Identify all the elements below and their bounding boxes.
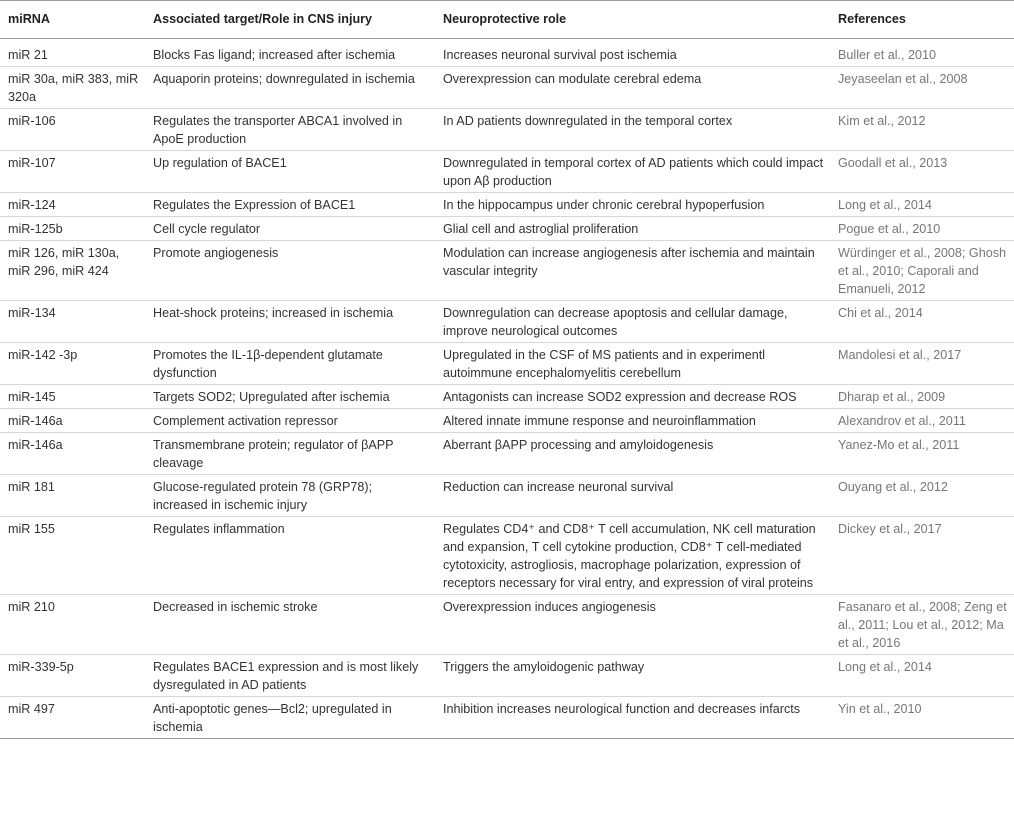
table-row (0, 343, 1014, 385)
cell-neuroprotective-role: Regulates CD4⁺ and CD8⁺ T cell accumulation, NK cell maturation and expansion, T cell cytokine production, CD8⁺ T cell-mediated cytotoxicity, astrogliosis, macrophage polarization, expression of receptors necessary for viral entry, and expression of viral proteins (431, 517, 830, 595)
header-neuroprotective-role: Neuroprotective role (431, 1, 830, 39)
cell-target-role: Aquaporin proteins; downregulated in ischemia (145, 67, 431, 109)
cell-mirna: miR 181 (0, 475, 145, 517)
cell-neuroprotective-role: Altered innate immune response and neuroinflammation (431, 409, 830, 433)
header-target-role: Associated target/Role in CNS injury (145, 1, 431, 39)
cell-neuroprotective-role: Increases neuronal survival post ischemia (431, 39, 830, 67)
cell-neuroprotective-role: Upregulated in the CSF of MS patients and in experimentl autoimmune encephalomyelitis cerebellum (431, 343, 830, 385)
cell-reference: Yin et al., 2010 (830, 697, 1014, 739)
cell-neuroprotective-role: Modulation can increase angiogenesis after ischemia and maintain vascular integrity (431, 241, 830, 301)
cell-target-role: Anti-apoptotic genes—Bcl2; upregulated in ischemia (145, 697, 431, 739)
cell-target-role: Up regulation of BACE1 (145, 151, 431, 193)
cell-reference: Dickey et al., 2017 (830, 517, 1014, 595)
table-row (0, 697, 1014, 739)
table-header (0, 1, 1014, 39)
cell-reference: Chi et al., 2014 (830, 301, 1014, 343)
cell-mirna: miR-142 -3p (0, 343, 145, 385)
table-row (0, 517, 1014, 595)
cell-reference: Kim et al., 2012 (830, 109, 1014, 151)
cell-mirna: miR-339-5p (0, 655, 145, 697)
cell-target-role: Regulates inflammation (145, 517, 431, 595)
cell-neuroprotective-role: In the hippocampus under chronic cerebral hypoperfusion (431, 193, 830, 217)
cell-reference: Jeyaseelan et al., 2008 (830, 67, 1014, 109)
cell-mirna: miR 155 (0, 517, 145, 595)
cell-mirna: miR-125b (0, 217, 145, 241)
cell-reference: Dharap et al., 2009 (830, 385, 1014, 409)
cell-target-role: Promote angiogenesis (145, 241, 431, 301)
header-row (0, 1, 1014, 39)
cell-reference: Pogue et al., 2010 (830, 217, 1014, 241)
cell-mirna: miR-146a (0, 409, 145, 433)
table-row (0, 475, 1014, 517)
cell-reference: Long et al., 2014 (830, 193, 1014, 217)
cell-target-role: Regulates BACE1 expression and is most likely dysregulated in AD patients (145, 655, 431, 697)
cell-neuroprotective-role: In AD patients downregulated in the temporal cortex (431, 109, 830, 151)
cell-neuroprotective-role: Aberrant βAPP processing and amyloidogenesis (431, 433, 830, 475)
cell-mirna: miR 21 (0, 39, 145, 67)
cell-mirna: miR-106 (0, 109, 145, 151)
table-row (0, 595, 1014, 655)
cell-neuroprotective-role: Reduction can increase neuronal survival (431, 475, 830, 517)
cell-reference: Alexandrov et al., 2011 (830, 409, 1014, 433)
table-row (0, 151, 1014, 193)
cell-mirna: miR-146a (0, 433, 145, 475)
cell-mirna: miR-124 (0, 193, 145, 217)
cell-reference: Yanez-Mo et al., 2011 (830, 433, 1014, 475)
cell-mirna: miR 126, miR 130a, miR 296, miR 424 (0, 241, 145, 301)
cell-target-role: Promotes the IL-1β-dependent glutamate dysfunction (145, 343, 431, 385)
table-row (0, 655, 1014, 697)
table-row (0, 39, 1014, 67)
cell-target-role: Cell cycle regulator (145, 217, 431, 241)
table-body (0, 39, 1014, 739)
cell-target-role: Regulates the Expression of BACE1 (145, 193, 431, 217)
table-row (0, 109, 1014, 151)
cell-neuroprotective-role: Glial cell and astroglial proliferation (431, 217, 830, 241)
cell-reference: Fasanaro et al., 2008; Zeng et al., 2011; Lou et al., 2012; Ma et al., 2016 (830, 595, 1014, 655)
cell-neuroprotective-role: Overexpression can modulate cerebral edema (431, 67, 830, 109)
cell-target-role: Heat-shock proteins; increased in ischemia (145, 301, 431, 343)
cell-target-role: Blocks Fas ligand; increased after ischemia (145, 39, 431, 67)
cell-neuroprotective-role: Inhibition increases neurological function and decreases infarcts (431, 697, 830, 739)
cell-reference: Goodall et al., 2013 (830, 151, 1014, 193)
cell-neuroprotective-role: Downregulation can decrease apoptosis and cellular damage, improve neurological outcomes (431, 301, 830, 343)
cell-reference: Würdinger et al., 2008; Ghosh et al., 2010; Caporali and Emanueli, 2012 (830, 241, 1014, 301)
table-row (0, 385, 1014, 409)
cell-target-role: Decreased in ischemic stroke (145, 595, 431, 655)
table-row (0, 193, 1014, 217)
cell-reference: Long et al., 2014 (830, 655, 1014, 697)
table-row (0, 241, 1014, 301)
cell-mirna: miR-134 (0, 301, 145, 343)
cell-mirna: miR-145 (0, 385, 145, 409)
cell-target-role: Transmembrane protein; regulator of βAPP cleavage (145, 433, 431, 475)
cell-neuroprotective-role: Downregulated in temporal cortex of AD patients which could impact upon Aβ production (431, 151, 830, 193)
header-mirna: miRNA (0, 1, 145, 39)
table-row (0, 409, 1014, 433)
cell-mirna: miR-107 (0, 151, 145, 193)
cell-target-role: Glucose-regulated protein 78 (GRP78); increased in ischemic injury (145, 475, 431, 517)
cell-mirna: miR 497 (0, 697, 145, 739)
cell-reference: Ouyang et al., 2012 (830, 475, 1014, 517)
cell-neuroprotective-role: Antagonists can increase SOD2 expression and decrease ROS (431, 385, 830, 409)
cell-reference: Buller et al., 2010 (830, 39, 1014, 67)
cell-mirna: miR 210 (0, 595, 145, 655)
cell-target-role: Targets SOD2; Upregulated after ischemia (145, 385, 431, 409)
cell-target-role: Regulates the transporter ABCA1 involved in ApoE production (145, 109, 431, 151)
table-row (0, 67, 1014, 109)
table-row (0, 217, 1014, 241)
cell-neuroprotective-role: Overexpression induces angiogenesis (431, 595, 830, 655)
cell-reference: Mandolesi et al., 2017 (830, 343, 1014, 385)
cell-target-role: Complement activation repressor (145, 409, 431, 433)
table-row (0, 433, 1014, 475)
table-row (0, 301, 1014, 343)
cell-mirna: miR 30a, miR 383, miR 320a (0, 67, 145, 109)
header-references: References (830, 1, 1014, 39)
cell-neuroprotective-role: Triggers the amyloidogenic pathway (431, 655, 830, 697)
